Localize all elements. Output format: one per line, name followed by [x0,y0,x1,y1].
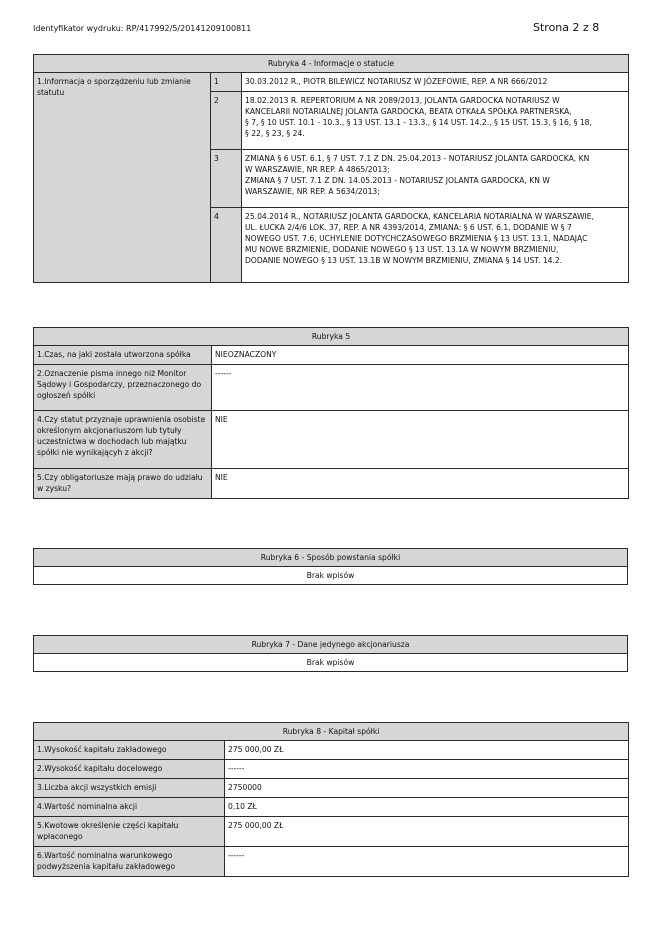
field-value: ------ [225,760,629,779]
field-label: 3.Liczba akcji wszystkich emisji [34,779,225,798]
statute-entry-3: ZMIANA § 6 UST. 6.1, § 7 UST. 7.1 Z DN. 25.04.2013 - NOTARIUSZ JOLANTA GARDOCKA, KN W WARSZAWIE, NR REP. A 4865/2013; ZMIANA § 7 UST. 7.1 Z DN. 14.05.2013 - NOTARIUSZ JOLANTA GARDOCKA, KN W WARSZAWIE, NR REP. A 5634/2013; [242,150,629,208]
field-value: 275 000,00 ZŁ [225,741,629,760]
field-label: 1.Wysokość kapitału zakładowego [34,741,225,760]
field-label: 6.Wartość nominalna warunkowego podwyższenia kapitału zakładowego [34,847,225,877]
field-label: 2.Wysokość kapitału docelowego [34,760,225,779]
field-label: 4.Wartość nominalna akcji [34,798,225,817]
rubryka-4-title: Rubryka 4 - Informacje o statucie [34,55,629,73]
rubryka-5-title: Rubryka 5 [34,328,629,346]
entry-number: 2 [211,92,242,150]
field-value: NIEOZNACZONY [212,346,629,365]
statute-entry-4: 25.04.2014 R., NOTARIUSZ JOLANTA GARDOCKA, KANCELARIA NOTARIALNA W WARSZAWIE, UL. ŁUCKA 2/4/6 LOK. 37, REP. A NR 4393/2014, ZMIANA: § 6 UST. 6.1, DODANIE W § 7 NOWEGO UST. 7.6, UCHYLENIE DOTYCHCZASOWEGO BRZMIENIA § 13 UST. 13.1, NADAJĄC MU NOWE BRZMIENIE, DODANIE NOWEGO § 13 UST. 13.1A W NOWYM BRZMIENIU, DODANIE NOWEGO § 13 UST. 13.1B W NOWYM BRZMIENIU, ZMIANA § 14 UST. 14.2. [242,208,629,283]
rubryka-7-table [33,635,628,672]
field-value: ------ [212,365,629,411]
rubryka-4-table [33,54,629,283]
field-label: 4.Czy statut przyznaje uprawnienia osobiste określonym akcjonariuszom lub tytuły uczestnictwa w dochodach lub majątku spółki nie wynikającyh z akcji? [34,411,212,469]
document-id: Identyfikator wydruku: RP/417992/5/20141209100811 [33,24,252,33]
rubryka-7-title: Rubryka 7 - Dane jedynego akcjonariusza [34,636,628,654]
field-value: 0,10 ZŁ [225,798,629,817]
field-value: 2750000 [225,779,629,798]
field-value: 275 000,00 ZŁ [225,817,629,847]
rubryka-8-table [33,722,629,877]
rubryka-6-title: Rubryka 6 - Sposób powstania spółki [34,549,628,567]
entry-number: 1 [211,73,242,92]
field-value: NIE [212,469,629,499]
entry-number: 3 [211,150,242,208]
rubryka-5-table [33,327,629,499]
field-label: 2.Oznaczenie pisma innego niż Monitor Sądowy i Gospodarczy, przeznaczonego do ogłoszeń spółki [34,365,212,411]
page-number: Strona 2 z 8 [533,21,600,34]
field-label: 1.Czas, na jaki została utworzona spółka [34,346,212,365]
statute-info-label: 1.Informacja o sporządzeniu lub zmianie statutu [34,73,211,283]
field-label: 5.Kwotowe określenie części kapitału wpłaconego [34,817,225,847]
field-label: 5.Czy obligatoriusze mają prawo do udziału w zysku? [34,469,212,499]
entry-number: 4 [211,208,242,283]
field-value: ------ [225,847,629,877]
rubryka-6-table [33,548,628,585]
no-entries-text: Brak wpisów [34,654,628,672]
statute-entry-1: 30.03.2012 R., PIOTR BILEWICZ NOTARIUSZ W JÓZEFOWIE, REP. A NR 666/2012 [242,73,629,92]
field-value: NIE [212,411,629,469]
no-entries-text: Brak wpisów [34,567,628,585]
statute-entry-2: 18.02.2013 R. REPERTORIUM A NR 2089/2013, JOLANTA GARDOCKA NOTARIUSZ W KANCELARII NOTARIALNEJ JOLANTA GARDOCKA, BEATA OTKAŁA SPÓŁKA PARTNERSKA, § 7, § 10 UST. 10.1 - 10.3., § 13 UST. 13.1 - 13.3., § 14 UST. 14.2., § 15 UST. 15.3, § 16, § 18, § 22, § 23, § 24. [242,92,629,150]
rubryka-8-title: Rubryka 8 - Kapitał spółki [34,723,629,741]
